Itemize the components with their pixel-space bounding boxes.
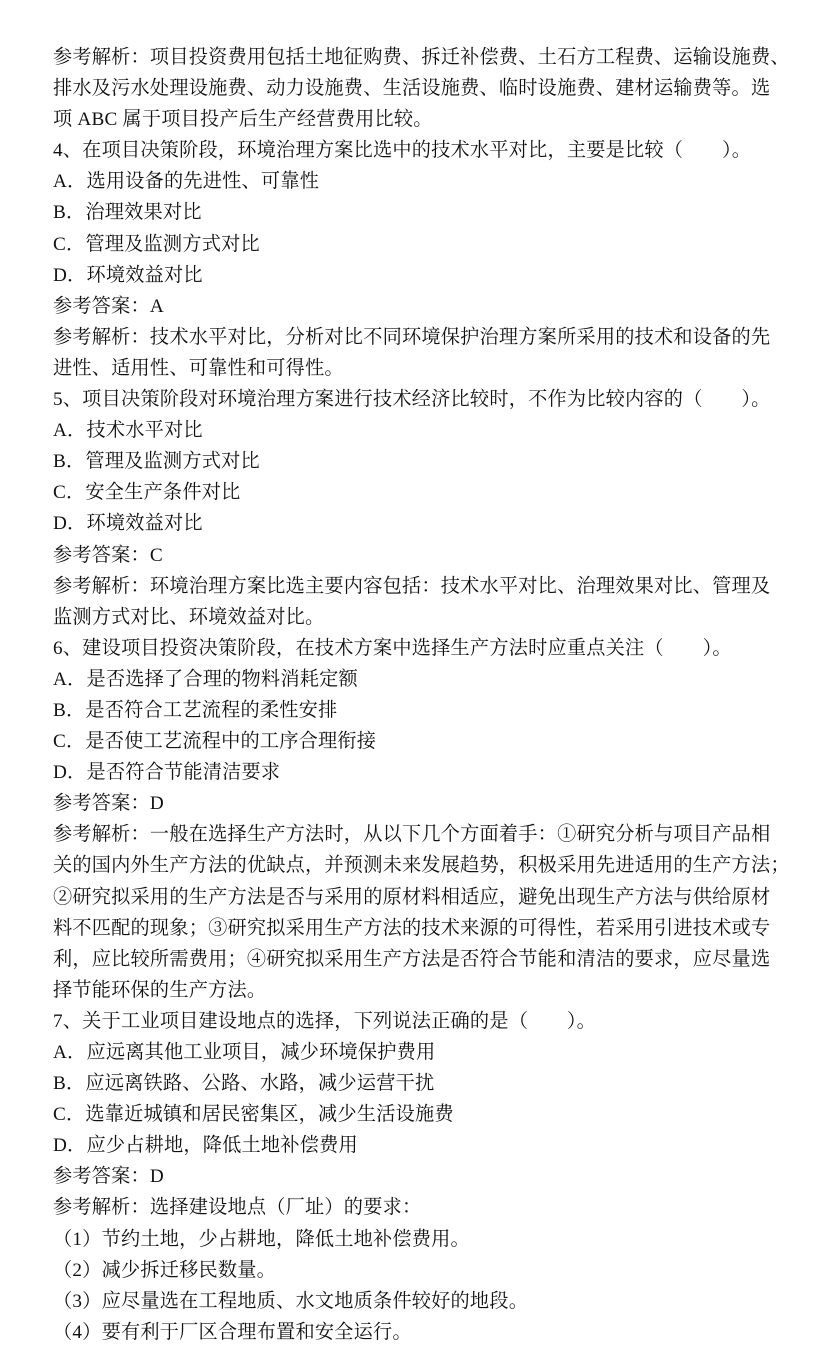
- answer-line: 参考答案：D: [53, 793, 164, 815]
- option-line: B．应远离铁路、公路、水路，减少运营干扰: [53, 1073, 435, 1095]
- option-line: C．管理及监测方式对比: [53, 233, 260, 255]
- answer-line: 参考答案：C: [53, 544, 163, 566]
- analysis-line: 参考解析：项目投资费用包括土地征购费、拆迁补偿费、土石方工程费、运输设施费、: [53, 47, 790, 68]
- analysis-item-line: （1）节约土地，少占耕地，降低土地补偿费用。: [53, 1228, 470, 1250]
- analysis-item-line: （2）减少拆迁移民数量。: [53, 1259, 277, 1281]
- analysis-line: 项 ABC 属于项目投产后生产经营费用比较。: [53, 109, 433, 131]
- option-line: A．应远离其他工业项目，减少环境保护费用: [53, 1042, 436, 1063]
- option-line: C．选靠近城镇和居民密集区，减少生活设施费: [53, 1104, 454, 1126]
- option-line: D．环境效益对比: [53, 264, 203, 286]
- question-stem-line: 6、建设项目投资决策阶段，在技术方案中选择生产方法时应重点关注（ ）。: [53, 637, 732, 659]
- option-line: C．是否使工艺流程中的工序合理衔接: [53, 731, 377, 753]
- analysis-line: 进性、适用性、可靠性和可得性。: [53, 357, 344, 379]
- analysis-line: 参考解析：技术水平对比，分析对比不同环境保护治理方案所采用的技术和设备的先: [53, 326, 771, 348]
- option-line: A．选用设备的先进性、可靠性: [53, 171, 320, 193]
- answer-line: 参考答案：D: [53, 1166, 164, 1188]
- analysis-line: 参考解析：一般在选择生产方法时，从以下几个方面着手：①研究分析与项目产品相: [53, 824, 771, 846]
- analysis-item-line: （4）要有利于厂区合理布置和安全运行。: [53, 1321, 412, 1343]
- question-stem-line: 5、项目决策阶段对环境治理方案进行技术经济比较时，不作为比较内容的（ ）。: [53, 389, 771, 411]
- analysis-line: 料不匹配的现象；③研究拟采用生产方法的技术来源的可得性，若采用引进技术或专: [53, 917, 771, 939]
- document-text-body: [44, 42, 788, 1348]
- question-stem-line: 7、关于工业项目建设地点的选择，下列说法正确的是（ ）。: [53, 1010, 597, 1032]
- option-line: D．环境效益对比: [53, 513, 203, 535]
- option-line: D．应少占耕地，降低土地补偿费用: [53, 1135, 358, 1157]
- analysis-line: 参考解析：环境治理方案比选主要内容包括：技术水平对比、治理效果对比、管理及: [53, 575, 771, 597]
- analysis-line: 择节能环保的生产方法。: [53, 979, 267, 1001]
- analysis-item-line: （3）应尽量选在工程地质、水文地质条件较好的地段。: [53, 1290, 529, 1312]
- option-line: D．是否符合节能清洁要求: [53, 762, 281, 784]
- analysis-line: ②研究拟采用的生产方法是否与采用的原材料相适应，避免出现生产方法与供给原材: [53, 886, 771, 908]
- analysis-line: 监测方式对比、环境效益对比。: [53, 606, 325, 628]
- option-line: A．技术水平对比: [53, 420, 203, 442]
- analysis-line: 利，应比较所需费用；④研究拟采用生产方法是否符合节能和清洁的要求，应尽量选: [53, 948, 771, 970]
- analysis-line: 参考解析：选择建设地点（厂址）的要求：: [53, 1197, 422, 1219]
- answer-line: 参考答案：A: [53, 295, 164, 317]
- option-line: A．是否选择了合理的物料消耗定额: [53, 668, 358, 690]
- option-line: B．管理及监测方式对比: [53, 451, 260, 473]
- option-line: B．治理效果对比: [53, 202, 202, 224]
- option-line: B．是否符合工艺流程的柔性安排: [53, 699, 338, 721]
- analysis-line: 关的国内外生产方法的优缺点，并预测未来发展趋势，积极采用先进适用的生产方法；: [53, 855, 790, 877]
- option-line: C．安全生产条件对比: [53, 482, 241, 504]
- analysis-line: 排水及污水处理设施费、动力设施费、生活设施费、临时设施费、建材运输费等。选: [53, 78, 771, 100]
- question-stem-line: 4、在项目决策阶段，环境治理方案比选中的技术水平对比，主要是比较（ ）。: [53, 140, 752, 162]
